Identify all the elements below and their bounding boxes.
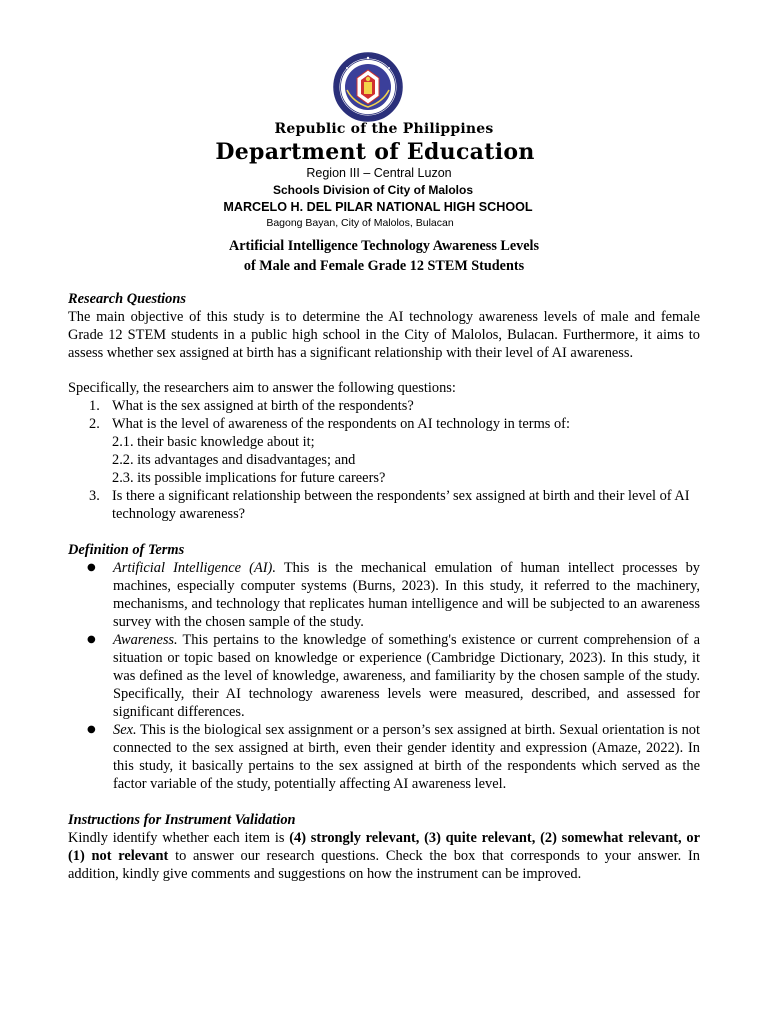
title-line-2: of Male and Female Grade 12 STEM Students <box>243 258 525 274</box>
research-questions-intro: The main objective of this study is to determine the AI technology awareness levels of male and female Grade 12 STEM students in a public high school in the City of Malolos, Bulacan. Furthermore, it aims to assess whether sex assigned at birth has a significant relationship with their level of AI awareness. <box>68 309 700 361</box>
research-question-text: Is there a significant relationship between the respondents’ sex assigned at birth and their level of AI technology awareness? <box>112 488 690 522</box>
definition-item <box>68 559 700 631</box>
definition-term: Artificial Intelligence (AI). <box>113 560 276 576</box>
definition-of-terms-heading: Definition of Terms <box>68 542 185 558</box>
letterhead-region: Region III – Central Luzon <box>306 166 452 180</box>
definition-text: This pertains to the knowledge of something's existence or current comprehension of a situation or topic based on knowledge or experience (Cambridge Dictionary, 2023). In this study, it was defined as the level of knowledge, awareness, and familiarity by the chosen sample of the study. Specifically, their AI technology awareness levels were measured, described, and assessed for significant differences. <box>113 632 700 720</box>
letterhead-republic: Republic of the Philippines <box>274 121 494 137</box>
definition-item <box>68 721 700 793</box>
bullet-icon: ● <box>87 724 96 735</box>
research-question-item: 1. What is the sex assigned at birth of the respondents? <box>89 398 414 414</box>
research-question-text: What is the level of awareness of the respondents on AI technology in terms of: <box>112 416 570 432</box>
instructions-text: Kindly identify whether each item is (4) strongly relevant, (3) quite relevant, (2) somewhat relevant, or (1) not relevant to answer our research questions. Check the box that corresponds to your answer. In addition, kindly give comments and suggestions on how the instrument can be improved. <box>68 830 701 882</box>
research-question-item: 2. What is the level of awareness of the respondents on AI technology in terms of: 2.1. their basic knowledge about it; 2.2. its advantages and disadvantages; and 2.3. its possible implications for future careers? <box>68 415 700 487</box>
definition-text: This is the biological sex assignment or a person’s sex assigned at birth. Sexual orientation is not connected to the sex assigned at birth, even their gender identity and expression (Amaze, 2022). In this study, it basically pertains to the sex assigned at birth of the respondents which served as the factor variable of the study, potentially affecting AI awareness level. <box>113 722 700 792</box>
research-subquestion: 2.3. its possible implications for future careers? <box>112 470 386 486</box>
research-subquestion: 2.2. its advantages and disadvantages; and <box>112 452 356 468</box>
definition-term: Awareness. <box>113 632 178 648</box>
relevance-scale: (4) strongly relevant, (3) quite relevant, (2) somewhat relevant, or (1) not relevant <box>68 830 701 864</box>
letterhead-school: MARCELO H. DEL PILAR NATIONAL HIGH SCHOOL <box>223 200 533 214</box>
definition-item <box>68 631 700 721</box>
title-line-1: Artificial Intelligence Technology Awareness Levels <box>229 238 539 254</box>
letterhead-division: Schools Division of City of Malolos <box>272 183 473 197</box>
research-questions-heading: Research Questions <box>68 291 186 307</box>
research-subquestion: 2.1. their basic knowledge about it; <box>112 434 315 450</box>
definition-term: Sex. <box>113 722 137 738</box>
bullet-icon: ● <box>87 562 96 573</box>
bullet-icon: ● <box>87 634 96 645</box>
research-questions-lead: Specifically, the researchers aim to answer the following questions: <box>68 380 456 396</box>
definition-list <box>68 559 700 793</box>
letterhead-department: Department of Education <box>215 139 535 165</box>
research-questions-list <box>68 397 700 523</box>
research-question-item: 3. Is there a significant relationship between the respondents’ sex assigned at birth and their level of AI technology awareness? <box>89 488 690 522</box>
document-body <box>68 290 700 883</box>
instructions-heading: Instructions for Instrument Validation <box>68 812 296 828</box>
letterhead-address: Bagong Bayan, City of Malolos, Bulacan <box>266 217 454 229</box>
document-title <box>0 236 768 276</box>
definition-text: This is the mechanical emulation of human intellect processes by machines, especially computer systems (Burns, 2023). In this study, it referred to the machinery, mechanisms, and technology that replicates human intelligence and will be subjected to an awareness survey with the chosen sample of the study. <box>113 560 700 630</box>
deped-seal-icon <box>333 52 403 122</box>
research-question-text: What is the sex assigned at birth of the respondents? <box>112 398 414 414</box>
